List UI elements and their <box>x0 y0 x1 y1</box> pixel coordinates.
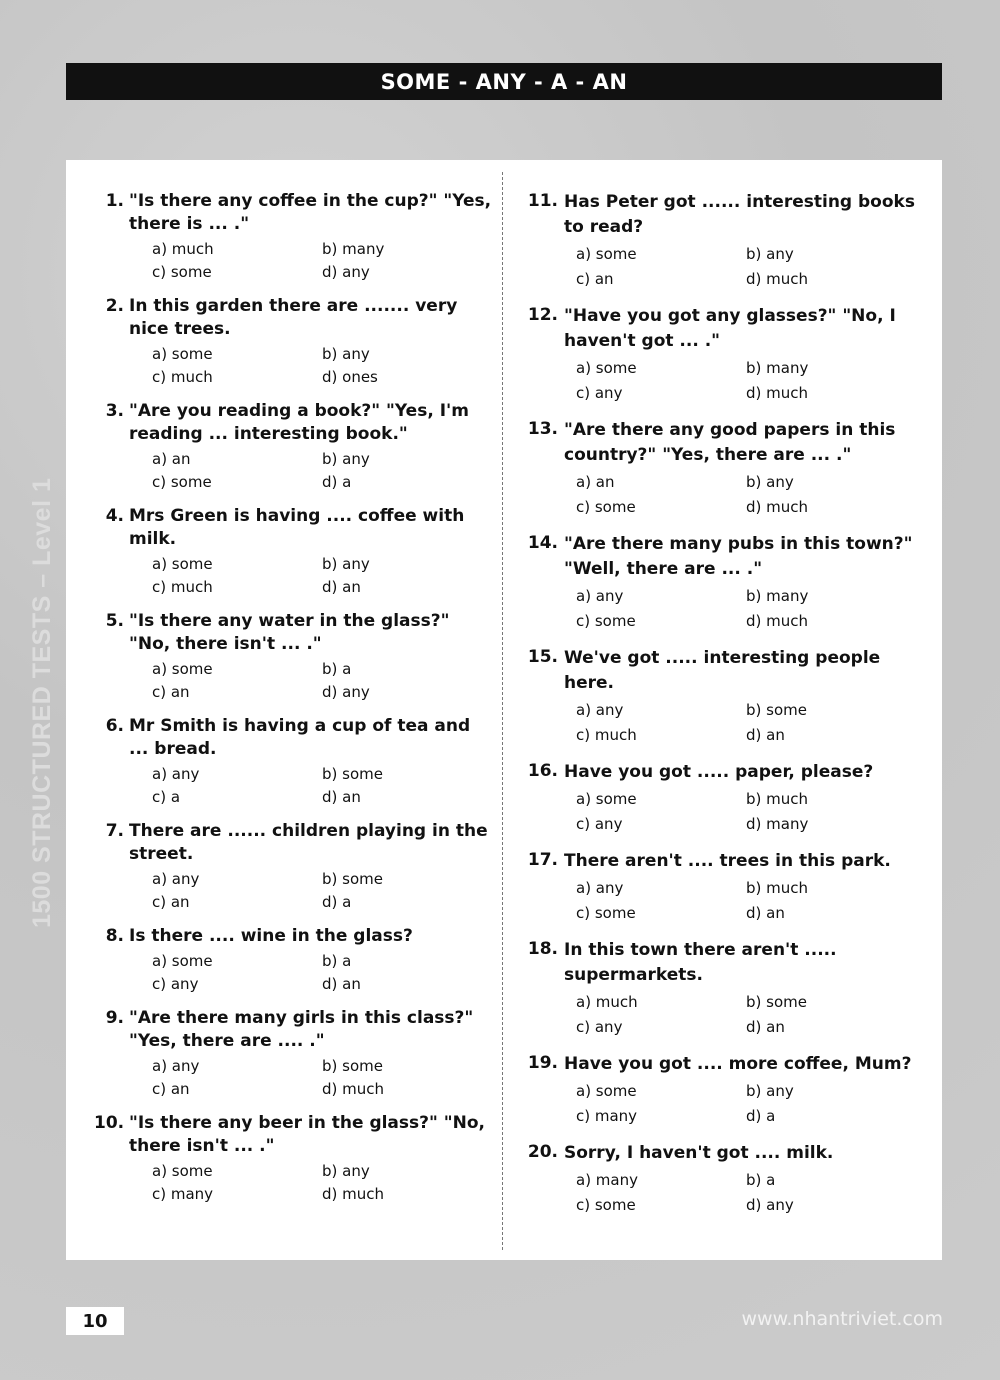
option-d: d) an <box>746 726 785 744</box>
answer-options <box>152 343 494 389</box>
question-item <box>522 1052 932 1129</box>
answer-options <box>576 787 932 837</box>
option-c: c) any <box>576 815 623 833</box>
question-text: Sorry, I haven't got .... milk. <box>564 1143 834 1163</box>
option-d: d) a <box>322 893 352 911</box>
option-d: d) an <box>746 904 785 922</box>
option-b: b) a <box>322 660 352 678</box>
answer-options <box>576 698 932 748</box>
question-number: 14. <box>527 533 558 553</box>
question-number: 19. <box>527 1053 558 1073</box>
option-d: d) any <box>322 683 370 701</box>
answer-options <box>152 658 494 704</box>
option-d: d) an <box>322 975 361 993</box>
option-c: c) much <box>152 578 213 596</box>
option-b: b) any <box>746 245 794 263</box>
option-a: a) any <box>576 879 624 897</box>
option-c: c) any <box>576 384 623 402</box>
answer-options <box>576 1079 932 1129</box>
question-number: 12. <box>527 305 558 325</box>
question-text: Have you got .... more coffee, Mum? <box>564 1054 912 1074</box>
question-number: 13. <box>527 419 558 439</box>
option-c: c) some <box>152 263 212 281</box>
question-text: Has Peter got ...... interesting books to read? <box>564 192 915 237</box>
option-c: c) many <box>152 1185 214 1203</box>
option-b: b) some <box>746 993 807 1011</box>
option-a: a) an <box>576 473 615 491</box>
answer-options <box>152 763 494 809</box>
answer-options <box>152 868 494 914</box>
option-a: a) any <box>152 1057 200 1075</box>
option-b: b) some <box>322 765 383 783</box>
question-text: Mr Smith is having a cup of tea and ... bread. <box>129 716 471 759</box>
answer-options <box>576 356 932 406</box>
question-item <box>94 505 494 599</box>
question-text: In this garden there are ....... very nice trees. <box>129 296 458 339</box>
option-d: d) ones <box>322 368 378 386</box>
question-text: There are ...... children playing in the street. <box>129 821 488 864</box>
question-number: 16. <box>527 761 558 781</box>
option-a: a) an <box>152 450 191 468</box>
question-item <box>94 820 494 914</box>
question-item <box>94 610 494 704</box>
question-text: Have you got ..... paper, please? <box>564 762 874 782</box>
option-c: c) any <box>576 1018 623 1036</box>
option-a: a) some <box>576 245 637 263</box>
option-a: a) much <box>152 240 214 258</box>
option-b: b) any <box>322 1162 370 1180</box>
question-text: "Is there any beer in the glass?" "No, there isn't ... ." <box>129 1113 486 1156</box>
option-b: b) much <box>746 790 809 808</box>
option-b: b) much <box>746 879 809 897</box>
question-text: Is there .... wine in the glass? <box>129 926 413 946</box>
option-c: c) some <box>152 473 212 491</box>
page-number: 10 <box>66 1307 124 1335</box>
answer-options <box>576 1168 932 1218</box>
option-d: d) an <box>322 788 361 806</box>
question-item <box>522 849 932 926</box>
side-label: 1500 STRUCTURED TESTS – Level 1 <box>28 477 56 928</box>
answer-options <box>576 470 932 520</box>
option-b: b) many <box>746 587 809 605</box>
option-c: c) some <box>576 904 636 922</box>
answer-options <box>152 238 494 284</box>
option-a: a) any <box>152 870 200 888</box>
option-a: a) much <box>576 993 638 1011</box>
option-c: c) a <box>152 788 181 806</box>
option-d: d) any <box>746 1196 794 1214</box>
option-d: d) much <box>746 498 809 516</box>
question-item <box>94 190 494 284</box>
question-number: 20. <box>527 1142 558 1162</box>
option-a: a) some <box>576 1082 637 1100</box>
question-number: 1. <box>105 191 124 211</box>
option-a: a) some <box>152 952 213 970</box>
question-text: We've got ..... interesting people here. <box>564 648 881 693</box>
answer-options <box>152 448 494 494</box>
question-item <box>522 190 932 292</box>
answer-options <box>576 990 932 1040</box>
question-number: 15. <box>527 647 558 667</box>
question-item <box>94 925 494 996</box>
option-b: b) any <box>746 473 794 491</box>
option-d: d) an <box>322 578 361 596</box>
question-item <box>522 304 932 406</box>
option-c: c) some <box>576 612 636 630</box>
page-title: SOME - ANY - A - AN <box>66 63 942 100</box>
option-b: b) any <box>746 1082 794 1100</box>
question-text: "Is there any coffee in the cup?" "Yes, there is ... ." <box>129 191 492 234</box>
question-text: "Are there many pubs in this town?" "Well, there are ... ." <box>564 534 913 579</box>
option-a: a) any <box>576 587 624 605</box>
question-item <box>94 1112 494 1206</box>
question-item <box>94 715 494 809</box>
option-c: c) much <box>576 726 637 744</box>
answer-options <box>152 950 494 996</box>
option-a: a) any <box>576 701 624 719</box>
answer-options <box>576 584 932 634</box>
option-d: d) a <box>746 1107 776 1125</box>
answer-options <box>152 553 494 599</box>
option-a: a) some <box>576 359 637 377</box>
option-b: b) some <box>322 870 383 888</box>
option-c: c) an <box>152 683 190 701</box>
option-c: c) an <box>152 893 190 911</box>
option-c: c) much <box>152 368 213 386</box>
question-text: "Are you reading a book?" "Yes, I'm reading ... interesting book." <box>129 401 469 444</box>
question-number: 3. <box>105 401 124 421</box>
option-b: b) some <box>322 1057 383 1075</box>
question-number: 17. <box>527 850 558 870</box>
option-c: c) any <box>152 975 199 993</box>
left-column <box>94 190 494 1217</box>
option-c: c) many <box>576 1107 638 1125</box>
question-number: 6. <box>105 716 124 736</box>
question-number: 10. <box>94 1113 125 1133</box>
option-b: b) some <box>746 701 807 719</box>
question-number: 4. <box>105 506 124 526</box>
option-d: d) any <box>322 263 370 281</box>
option-d: d) much <box>322 1080 385 1098</box>
answer-options <box>152 1160 494 1206</box>
option-b: b) any <box>322 450 370 468</box>
column-divider <box>502 172 503 1250</box>
option-d: d) much <box>746 612 809 630</box>
question-number: 11. <box>527 191 558 211</box>
question-item <box>94 295 494 389</box>
option-b: b) many <box>746 359 809 377</box>
question-item <box>522 938 932 1040</box>
question-text: "Is there any water in the glass?" "No, there isn't ... ." <box>129 611 450 654</box>
right-column <box>522 190 932 1230</box>
question-item <box>522 760 932 837</box>
option-d: d) many <box>746 815 809 833</box>
option-a: a) some <box>152 345 213 363</box>
option-a: a) some <box>152 1162 213 1180</box>
option-b: b) a <box>746 1171 776 1189</box>
option-b: b) any <box>322 345 370 363</box>
option-d: d) a <box>322 473 352 491</box>
option-a: a) any <box>152 765 200 783</box>
option-d: d) much <box>322 1185 385 1203</box>
option-b: b) any <box>322 555 370 573</box>
option-a: a) some <box>152 660 213 678</box>
website-url: www.nhantriviet.com <box>741 1308 943 1330</box>
option-a: a) some <box>152 555 213 573</box>
option-c: c) some <box>576 1196 636 1214</box>
option-c: c) some <box>576 498 636 516</box>
question-number: 7. <box>105 821 124 841</box>
question-text: Mrs Green is having .... coffee with milk. <box>129 506 465 549</box>
option-a: a) some <box>576 790 637 808</box>
question-item <box>522 1141 932 1218</box>
answer-options <box>576 242 932 292</box>
option-c: c) an <box>576 270 614 288</box>
question-item <box>94 1007 494 1101</box>
question-number: 18. <box>527 939 558 959</box>
question-text: In this town there aren't ..... supermarkets. <box>564 940 837 985</box>
option-b: b) a <box>322 952 352 970</box>
question-number: 8. <box>105 926 124 946</box>
question-number: 5. <box>105 611 124 631</box>
question-text: "Are there any good papers in this country?" "Yes, there are ... ." <box>564 420 896 465</box>
question-text: There aren't .... trees in this park. <box>564 851 891 871</box>
answer-options <box>576 876 932 926</box>
option-b: b) many <box>322 240 385 258</box>
question-number: 2. <box>105 296 124 316</box>
question-item <box>522 418 932 520</box>
question-item <box>522 532 932 634</box>
answer-options <box>152 1055 494 1101</box>
option-a: a) many <box>576 1171 638 1189</box>
option-c: c) an <box>152 1080 190 1098</box>
question-item <box>522 646 932 748</box>
option-d: d) an <box>746 1018 785 1036</box>
question-number: 9. <box>105 1008 124 1028</box>
option-d: d) much <box>746 270 809 288</box>
option-d: d) much <box>746 384 809 402</box>
question-text: "Have you got any glasses?" "No, I haven't got ... ." <box>564 306 896 351</box>
question-item <box>94 400 494 494</box>
question-text: "Are there many girls in this class?" "Yes, there are .... ." <box>129 1008 474 1051</box>
